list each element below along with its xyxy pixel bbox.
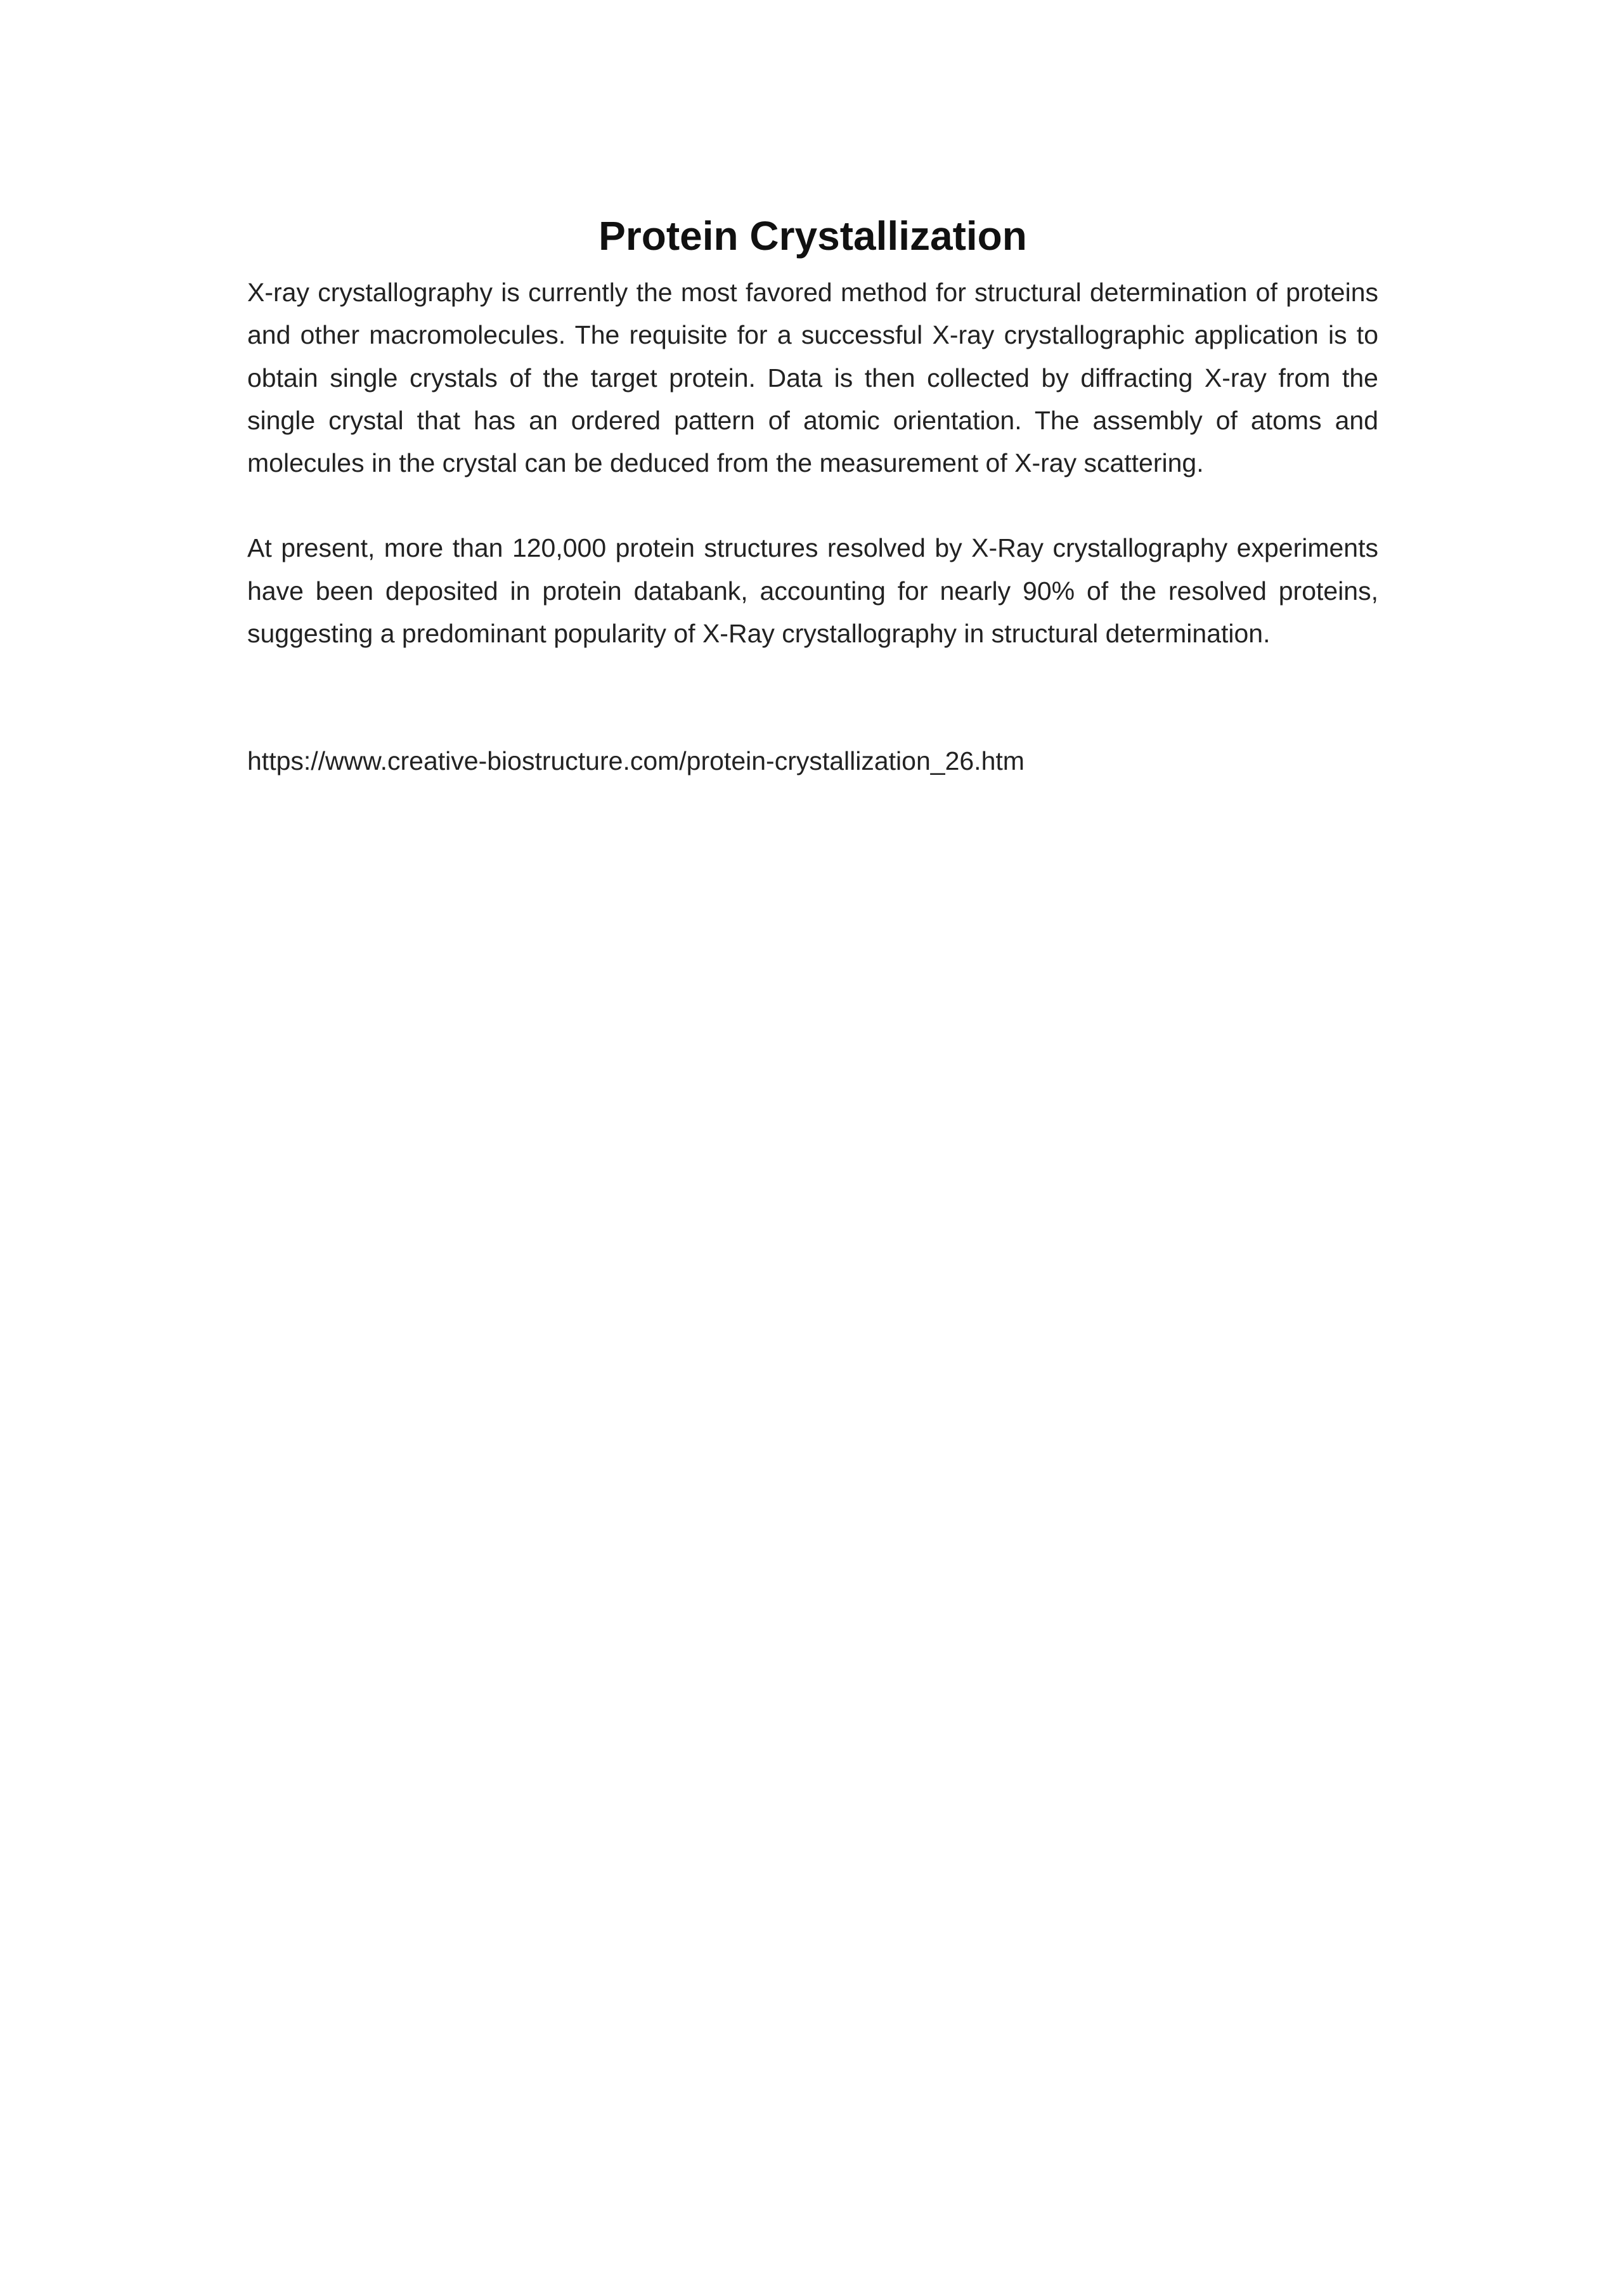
- paragraph-xray-overview: X-ray crystallography is currently the most favored method for structural determination of proteins and other macromolecules. The requisite for a successful X-ray crystallographic application is to obtain single crystals of the target protein. Data is then collected by diffracting X-ray from the single crystal that has an ordered pattern of atomic orientation. The assembly of atoms and molecules in the crystal can be deduced from the measurement of X-ray scattering.: [247, 278, 1378, 478]
- document-page: [247, 209, 1378, 782]
- source-url: https://www.creative-biostructure.com/protein-crystallization_26.htm: [247, 746, 1025, 776]
- document-title: Protein Crystallization: [598, 213, 1027, 259]
- paragraph-pdb-statistics: At present, more than 120,000 protein structures resolved by X-Ray crystallography experiments have been deposited in protein databank, accounting for nearly 90% of the resolved proteins, suggesting a predominant popularity of X-Ray crystallography in structural determination.: [247, 533, 1378, 649]
